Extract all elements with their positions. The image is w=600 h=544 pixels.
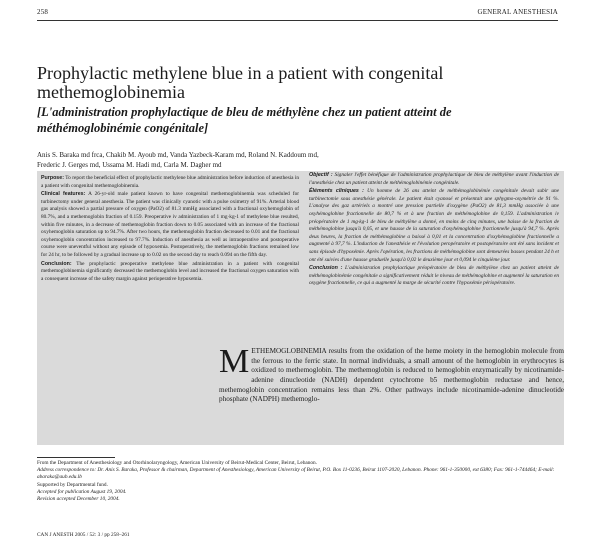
french-title: [L'administration prophylactique de bleu de méthylène chez un patient atteint de méthémoglobinémie congénitale] [37,105,452,135]
objectif-text: Signaler l'effet bénéfique de l'administration prophylactique de bleu de méthylène avant l'induction de l'anesthésie chez un patient atteint de méthémoglobinémie congénitale. [309,172,559,186]
objectif-label: Objectif : [309,172,333,178]
conclusion-text: The prophylactic preoperative methylene blue administration in a patient with congenital methemoglobinemia significantly decreased the methemoglobin level and increased the fractional oxygen saturation with a consequent increase of the safety margin against perioperative hypoxemia. [41,260,299,282]
elements-text: Un homme de 26 ans atteint de méthémoglobinémie congénitale devait subir une turbinectomie sous anesthésie générale. Le patient était cyanosé et présentait une sphygmo-oxymétrie de 91 %. L'analyse des gaz artériels a montré une pression partielle d'oxygène (PaO2) de 81,3 mmHg associée à une oxyhémoglobine fractionnelle de 80,7 % et à une fraction de méthémoglobine de 0,159. L'administration iv préopératoire de 1 mg·kg-1 de bleu de méthylène a donné, en moins de cinq minutes, une baisse de la fraction de méthémoglobine jusqu'à 0,05, et une hausse de la saturation d'oxyhémoglobine fractionnelle jusqu'à 94,7 %. Après deux heures, la fraction de méthémoglobine a baissé à 0,01 et la concentration d'oxyhémoglobine fractionnelle a augmenté à 97,7 %. L'induction de l'anesthésie et l'évolution peropératoire et postopératoire ont été sans incident et sans épisode d'hypoxémie. Après l'opération, les fractions de méthémoglobine sont demeurées basses pendant 24 h et ont été suivies d'une hausse graduelle jusqu'à 0,02 le deuxième jour et 0,094 le cinquième jour. [309,188,559,263]
footnote-affiliation: From the Department of Anesthesiology and Otorhinolaryngology, American University of Beirut-Medical Center, Beirut, Lebanon. [37,460,317,466]
abstract-french [309,172,559,289]
footnotes [37,460,564,503]
conclusion-label: Conclusion: [41,260,72,267]
footnote-rule [37,457,115,458]
clinical-text: A 26-yr-old male patient known to have congenital methemoglobinemia was scheduled for turbinectomy under general anesthesia. The patient was clinically cyanotic with a pulse oximetry of 91%. Arterial blood gas analysis showed a partial pressure of oxygen (PaO2) of 81.3 mmHg associated with a fractional oxyhemoglobin of 80.7%, and a methemoglobin fraction of 0.159. Preoperative iv administration of 1 mg·kg-1 of methylene blue resulted, within five minutes, in a decrease of methemoglobin fraction down to 0.05 associated with an increase of the fractional oxyhemoglobin saturation up to 94.7%. After two hours, the methemoglobin fraction decreased to 0.01 and the fractional oxyhemoglobin concentration increased to 97.7%. Induction of anesthesia as well as intraoperative and postoperative course were uneventful without any episode of hypoxemia. Postoperatively, the methemoglobin fractions remained low for 24 hr, to be followed by a gradual increase up to 0.02 on the second day to reach 0.094 on the fifth day. [41,191,299,258]
abstract-english [41,175,299,284]
footnote-accepted: Accepted for publication August 19, 2004. [37,488,127,495]
drop-cap: M [219,343,250,380]
body-text [219,343,564,405]
page-number: 258 [37,8,49,16]
author-line-2: Frederic J. Gerges md, Ussama M. Hadi md, Carla M. Dagher md [37,161,222,169]
elements-label: Éléments cliniques : [309,188,364,195]
article-title: Prophylactic methylene blue in a patient with congenital methemoglobinemia [37,63,444,102]
footnote-support: Supported by Departmental fund. [37,481,108,488]
clinical-label: Clinical features: [41,191,86,198]
author-line-1: Anis S. Baraka md frca, Chakib M. Ayoub md, Vanda Yazbeck-Karam md, Roland N. Kaddoum md, [37,151,319,159]
body-paragraph: ETHEMOGLOBINEMIA results from the oxidation of the heme moiety in the hemoglobin molecule from the ferrous to the ferric state. In normal individuals, a small amount of the hemoglobin in erythrocytes is oxidized to methemoglobin. The methemoglobin is reduced to hemoglobin enzymatically by nicotinamide-adenine dinucleotide (NADH) dependent cytochrome b5 methemoglobin reductase and hence, methemoglobin concentration remains less than 2%. Other pathways include nicotinamide-adenine dinucleotide phosphate (NADPH) methemoglo- [219,347,564,404]
running-head: GENERAL ANESTHESIA [477,8,558,16]
purpose-label: Purpose: [41,175,64,181]
conclusion-fr-text: L'administration prophylactique préopératoire de bleu de méthylène chez un patient atteint de méthémoglobinémie congénitale a significativement réduit le niveau de méthémoglobine et augmenté la saturation en oxygène fractionnelle, ce qui a augmenté la marge de sécurité contre l'hypoxémie périopératoire. [309,265,559,287]
header-rule [37,20,558,21]
conclusion-fr-label: Conclusion : [309,265,343,272]
author-list [37,150,537,170]
footnote-address: Address correspondence to: Dr. Anis S. Baraka, Professor & chairman, Department of Anesthesiology, American University of Beirut, P.O. Box 11-0236, Beirut 1107-2020, Lebanon. Phone: 961-1-350000, ext 6380; Fax: 961-1-744464; E-mail: abaraka@aub.edu.lb [37,467,555,481]
footnote-revision: Revision accepted December 10, 2004. [37,496,120,503]
purpose-text: To report the beneficial effect of prophylactic methylene blue administration before induction of anesthesia in a patient with congenital methemoglobinemia. [41,175,300,189]
journal-citation: CAN J ANESTH 2005 / 52: 3 / pp 258–261 [37,532,130,538]
